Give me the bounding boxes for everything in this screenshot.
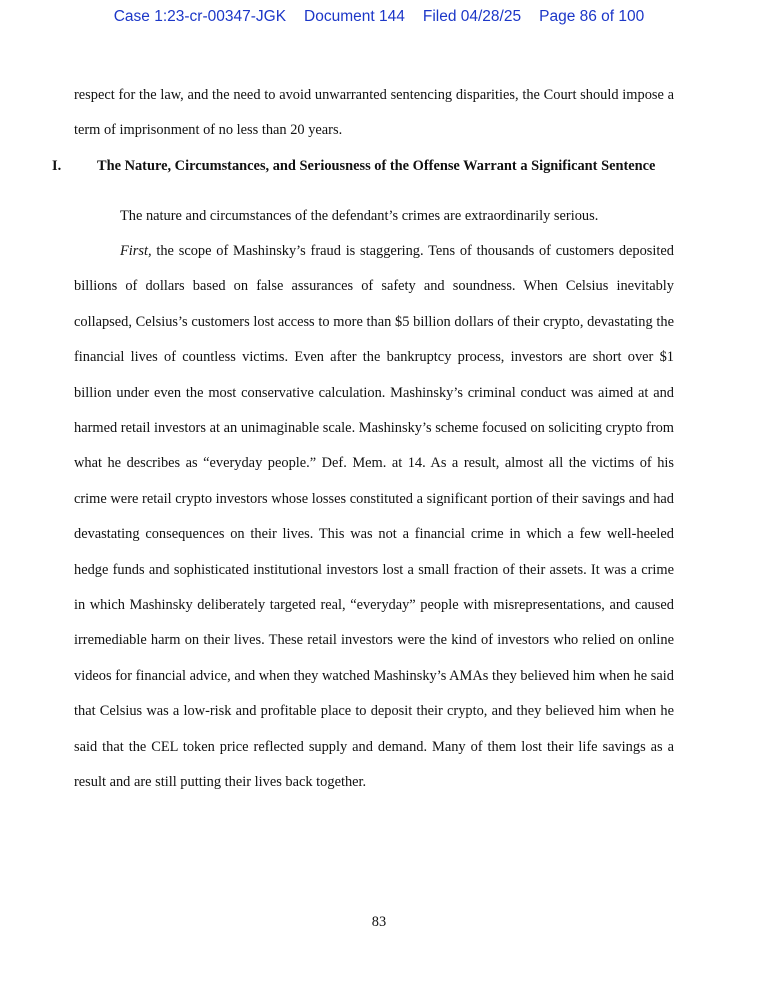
case-number: Case 1:23-cr-00347-JGK xyxy=(113,8,287,25)
continuation-paragraph: respect for the law, and the need to avoid unwarranted sentencing disparities, the Court should impose a term of imprisonment of no less than 20 years. xyxy=(74,87,674,139)
first-paragraph xyxy=(74,234,674,801)
page-count: Page 86 of 100 xyxy=(539,8,645,25)
filed-date: Filed 04/28/25 xyxy=(422,8,522,25)
intro-paragraph: The nature and circumstances of the defendant’s crimes are extraordinarily serious. xyxy=(120,208,599,224)
section-heading xyxy=(52,157,674,175)
section-title: The Nature, Circumstances, and Seriousness of the Offense Warrant a Significant Sentence xyxy=(97,158,656,174)
first-lead: First, xyxy=(120,243,152,259)
document-number: Document 144 xyxy=(304,8,405,25)
section-number: I. xyxy=(52,158,62,174)
first-paragraph-text: the scope of Mashinsky’s fraud is staggering. Tens of thousands of customers deposited billions of dollars based on false assurances of safety and soundness. When Celsius inevitably collapsed, Celsius’s customers lost access to more than $5 billion dollars of their crypto, devastating the financial lives of countless victims. Even after the bankruptcy process, investors are short over $1 billion under even the most conservative calculation. Mashinsky’s criminal conduct was aimed at and harmed retail investors at an unimaginable scale. Mashinsky’s scheme focused on soliciting crypto from what he describes as “everyday people.” Def. Mem. at 14. As a result, almost all the victims of his crime were retail crypto investors whose losses constituted a significant portion of their savings and had devastating consequences on their lives. This was not a financial crime in which a few well-heeled hedge funds and sophisticated institutional investors lost a small fraction of their assets. It was a crime in which Mashinsky deliberately targeted real, “everyday” people with misrepresentations, and caused irremediable harm on their lives. These retail investors were the kind of investors who relied on online videos for financial advice, and when they watched Mashinsky’s AMAs they believed him when he said that Celsius was a low-risk and profitable place to deposit their crypto, and they believed him when he said that the CEL token price reflected supply and demand. Many of them lost their life savings as a result and are still putting their lives back together. xyxy=(74,243,674,791)
page-number: 83 xyxy=(371,914,387,930)
ecf-header xyxy=(0,8,758,26)
